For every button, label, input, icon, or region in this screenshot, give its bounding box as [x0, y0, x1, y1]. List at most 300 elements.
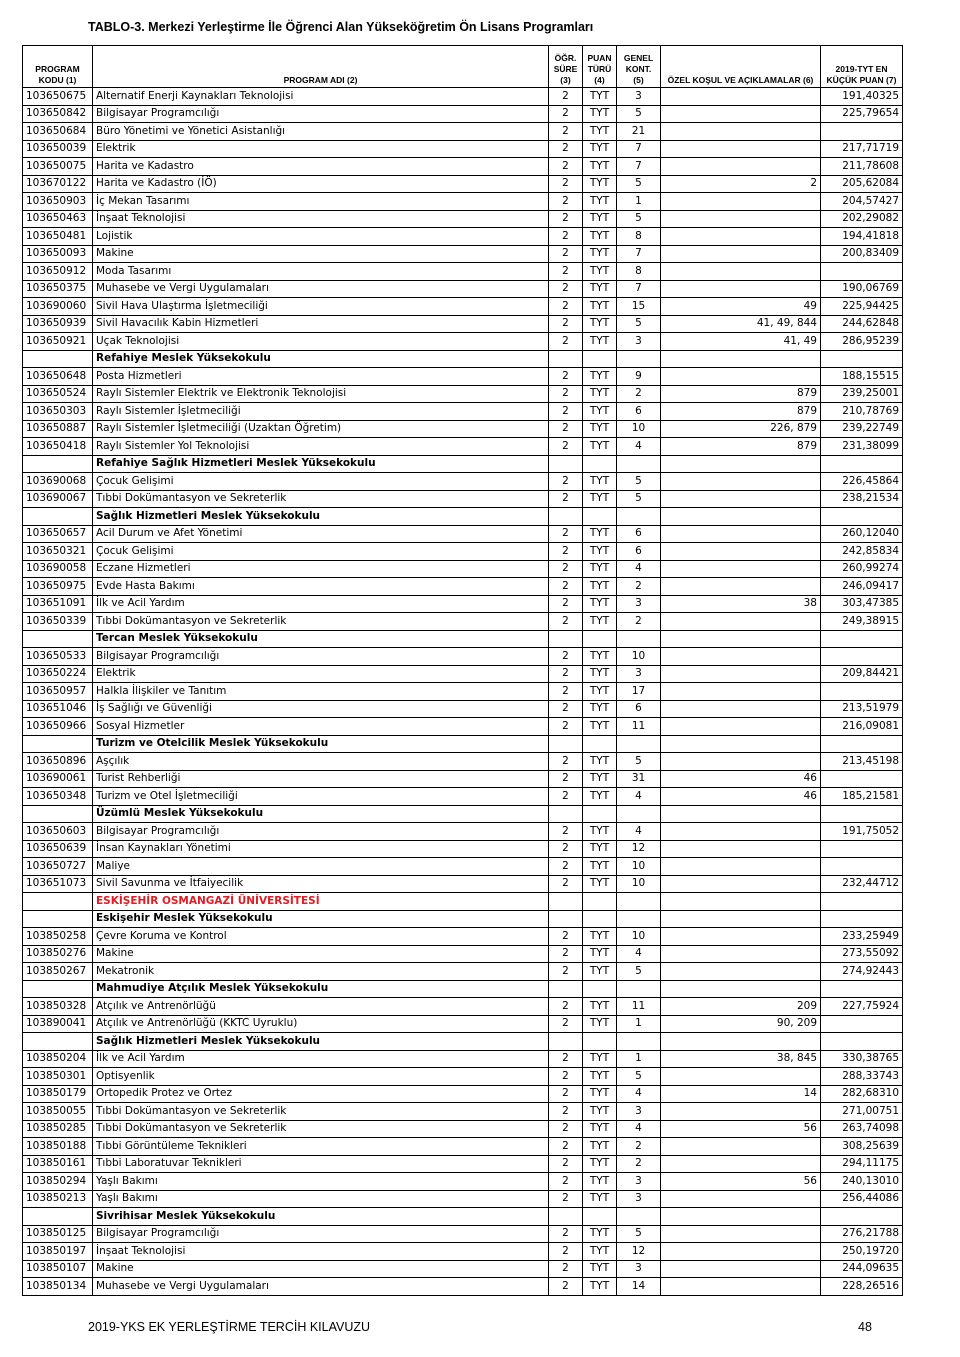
min-score-cell — [821, 840, 903, 858]
program-name-cell: Sivil Hava Ulaştırma İşletmeciliği — [93, 298, 549, 316]
notes-cell: 46 — [661, 788, 821, 806]
quota-cell: 9 — [617, 368, 661, 386]
table-row — [23, 88, 903, 106]
min-score-cell: 225,94425 — [821, 298, 903, 316]
program-code-cell: 103650675 — [23, 88, 93, 106]
notes-cell: 38 — [661, 595, 821, 613]
min-score-cell — [821, 648, 903, 666]
min-score-cell — [821, 630, 903, 648]
duration-cell: 2 — [549, 858, 583, 876]
program-code-cell: 103650957 — [23, 683, 93, 701]
program-code-cell: 103651073 — [23, 875, 93, 893]
duration-cell — [549, 455, 583, 473]
table-row — [23, 228, 903, 246]
table-row — [23, 193, 903, 211]
program-code-cell: 103650912 — [23, 263, 93, 281]
duration-cell — [549, 1033, 583, 1051]
duration-cell: 2 — [549, 1050, 583, 1068]
score-type-cell: TYT — [583, 683, 617, 701]
program-name-cell: Tıbbi Laboratuvar Teknikleri — [93, 1155, 549, 1173]
program-name-cell: Posta Hizmetleri — [93, 368, 549, 386]
program-name-cell: İnsan Kaynakları Yönetimi — [93, 840, 549, 858]
program-name-cell: Refahiye Meslek Yüksekokulu — [93, 350, 549, 368]
program-code-cell: 103650603 — [23, 823, 93, 841]
notes-cell — [661, 140, 821, 158]
quota-cell: 3 — [617, 88, 661, 106]
duration-cell: 2 — [549, 438, 583, 456]
quota-cell: 2 — [617, 578, 661, 596]
duration-cell: 2 — [549, 228, 583, 246]
score-type-cell — [583, 630, 617, 648]
program-name-cell: Sivil Havacılık Kabin Hizmetleri — [93, 315, 549, 333]
program-name-cell: Tıbbi Dokümantasyon ve Sekreterlik — [93, 1120, 549, 1138]
program-code-cell: 103650039 — [23, 140, 93, 158]
notes-cell: 41, 49, 844 — [661, 315, 821, 333]
score-type-cell: TYT — [583, 105, 617, 123]
program-code-cell: 103650939 — [23, 315, 93, 333]
table-row — [23, 1243, 903, 1261]
score-type-cell: TYT — [583, 718, 617, 736]
table-row — [23, 578, 903, 596]
duration-cell — [549, 350, 583, 368]
quota-cell: 4 — [617, 438, 661, 456]
table-row — [23, 105, 903, 123]
min-score-cell — [821, 123, 903, 141]
min-score-cell — [821, 858, 903, 876]
quota-cell: 11 — [617, 998, 661, 1016]
program-name-cell: Halkla İlişkiler ve Tanıtım — [93, 683, 549, 701]
program-name-cell: Çevre Koruma ve Kontrol — [93, 928, 549, 946]
quota-cell: 6 — [617, 543, 661, 561]
quota-cell — [617, 805, 661, 823]
notes-cell — [661, 928, 821, 946]
duration-cell: 2 — [549, 1120, 583, 1138]
program-code-cell: 103690061 — [23, 770, 93, 788]
notes-cell — [661, 1208, 821, 1226]
duration-cell: 2 — [549, 193, 583, 211]
quota-cell — [617, 1033, 661, 1051]
notes-cell — [661, 228, 821, 246]
notes-cell — [661, 648, 821, 666]
quota-cell: 2 — [617, 613, 661, 631]
score-type-cell — [583, 805, 617, 823]
program-name-cell: Uçak Teknolojisi — [93, 333, 549, 351]
program-code-cell: 103650657 — [23, 525, 93, 543]
school-heading-row — [23, 1208, 903, 1226]
min-score-cell: 205,62084 — [821, 175, 903, 193]
notes-cell — [661, 665, 821, 683]
duration-cell — [549, 980, 583, 998]
duration-cell: 2 — [549, 1138, 583, 1156]
quota-cell: 11 — [617, 718, 661, 736]
table-row — [23, 595, 903, 613]
program-name-cell: İlk ve Acil Yardım — [93, 595, 549, 613]
notes-cell — [661, 525, 821, 543]
min-score-cell: 273,55092 — [821, 945, 903, 963]
program-name-cell: Maliye — [93, 858, 549, 876]
score-type-cell: TYT — [583, 490, 617, 508]
duration-cell: 2 — [549, 1155, 583, 1173]
quota-cell: 7 — [617, 158, 661, 176]
program-code-cell: 103650903 — [23, 193, 93, 211]
program-name-cell: Bilgisayar Programcılığı — [93, 823, 549, 841]
notes-cell — [661, 158, 821, 176]
table-row — [23, 998, 903, 1016]
program-name-cell: Muhasebe ve Vergi Uygulamaları — [93, 1278, 549, 1296]
duration-cell: 2 — [549, 1173, 583, 1191]
duration-cell: 2 — [549, 1015, 583, 1033]
score-type-cell: TYT — [583, 840, 617, 858]
quota-cell: 6 — [617, 525, 661, 543]
min-score-cell — [821, 1015, 903, 1033]
notes-cell — [661, 455, 821, 473]
score-type-cell: TYT — [583, 228, 617, 246]
quota-cell: 3 — [617, 1103, 661, 1121]
quota-cell: 12 — [617, 840, 661, 858]
duration-cell: 2 — [549, 315, 583, 333]
program-code-cell: 103650481 — [23, 228, 93, 246]
notes-cell — [661, 823, 821, 841]
duration-cell: 2 — [549, 875, 583, 893]
table-row — [23, 333, 903, 351]
min-score-cell: 260,12040 — [821, 525, 903, 543]
table-row — [23, 700, 903, 718]
program-name-cell: Tercan Meslek Yüksekokulu — [93, 630, 549, 648]
duration-cell: 2 — [549, 1068, 583, 1086]
quota-cell — [617, 630, 661, 648]
duration-cell: 2 — [549, 945, 583, 963]
program-name-cell: Çocuk Gelişimi — [93, 473, 549, 491]
programs-table — [22, 45, 903, 1296]
min-score-cell: 260,99274 — [821, 560, 903, 578]
quota-cell: 6 — [617, 700, 661, 718]
program-name-cell: Makine — [93, 945, 549, 963]
program-code-cell: 103650684 — [23, 123, 93, 141]
notes-cell: 226, 879 — [661, 420, 821, 438]
duration-cell: 2 — [549, 525, 583, 543]
quota-cell: 10 — [617, 928, 661, 946]
table-row — [23, 525, 903, 543]
score-type-cell: TYT — [583, 333, 617, 351]
min-score-cell — [821, 508, 903, 526]
min-score-cell: 238,21534 — [821, 490, 903, 508]
school-heading-row — [23, 805, 903, 823]
quota-cell: 12 — [617, 1243, 661, 1261]
program-code-cell: 103650966 — [23, 718, 93, 736]
program-code-cell — [23, 893, 93, 911]
duration-cell: 2 — [549, 368, 583, 386]
min-score-cell: 242,85834 — [821, 543, 903, 561]
min-score-cell: 227,75924 — [821, 998, 903, 1016]
duration-cell: 2 — [549, 1243, 583, 1261]
duration-cell: 2 — [549, 998, 583, 1016]
table-row — [23, 928, 903, 946]
notes-cell — [661, 490, 821, 508]
score-type-cell: TYT — [583, 385, 617, 403]
quota-cell: 6 — [617, 403, 661, 421]
duration-cell: 2 — [549, 298, 583, 316]
program-code-cell: 103690067 — [23, 490, 93, 508]
header-quota: GENEL KONT. (5) — [617, 46, 661, 88]
notes-cell — [661, 875, 821, 893]
table-row — [23, 1085, 903, 1103]
notes-cell — [661, 910, 821, 928]
duration-cell — [549, 508, 583, 526]
duration-cell: 2 — [549, 648, 583, 666]
header-program-code: PROGRAM KODU (1) — [23, 46, 93, 88]
table-row — [23, 1260, 903, 1278]
program-name-cell: Tıbbi Görüntüleme Teknikleri — [93, 1138, 549, 1156]
duration-cell: 2 — [549, 1278, 583, 1296]
min-score-cell: 191,40325 — [821, 88, 903, 106]
min-score-cell: 240,13010 — [821, 1173, 903, 1191]
min-score-cell: 286,95239 — [821, 333, 903, 351]
min-score-cell: 226,45864 — [821, 473, 903, 491]
quota-cell: 5 — [617, 490, 661, 508]
table-row — [23, 1068, 903, 1086]
program-name-cell: İç Mekan Tasarımı — [93, 193, 549, 211]
duration-cell: 2 — [549, 245, 583, 263]
score-type-cell: TYT — [583, 1278, 617, 1296]
score-type-cell — [583, 1208, 617, 1226]
school-heading-row — [23, 630, 903, 648]
min-score-cell: 263,74098 — [821, 1120, 903, 1138]
program-code-cell — [23, 735, 93, 753]
duration-cell: 2 — [549, 718, 583, 736]
notes-cell: 90, 209 — [661, 1015, 821, 1033]
program-name-cell: Harita ve Kadastro (İÖ) — [93, 175, 549, 193]
program-name-cell: Çocuk Gelişimi — [93, 543, 549, 561]
notes-cell — [661, 753, 821, 771]
quota-cell: 10 — [617, 648, 661, 666]
table-row — [23, 175, 903, 193]
duration-cell — [549, 805, 583, 823]
min-score-cell — [821, 350, 903, 368]
quota-cell: 3 — [617, 665, 661, 683]
table-row — [23, 1120, 903, 1138]
table-row — [23, 718, 903, 736]
program-code-cell: 103650524 — [23, 385, 93, 403]
min-score-cell: 210,78769 — [821, 403, 903, 421]
program-name-cell: Bilgisayar Programcılığı — [93, 1225, 549, 1243]
quota-cell — [617, 455, 661, 473]
score-type-cell: TYT — [583, 298, 617, 316]
table-header-row — [23, 46, 903, 88]
min-score-cell: 239,25001 — [821, 385, 903, 403]
score-type-cell: TYT — [583, 613, 617, 631]
program-name-cell: Sivil Savunma ve İtfaiyecilik — [93, 875, 549, 893]
quota-cell: 8 — [617, 263, 661, 281]
header-duration: ÖĞR. SÜRE (3) — [549, 46, 583, 88]
duration-cell — [549, 893, 583, 911]
score-type-cell: TYT — [583, 193, 617, 211]
quota-cell — [617, 980, 661, 998]
quota-cell: 1 — [617, 1050, 661, 1068]
min-score-cell: 231,38099 — [821, 438, 903, 456]
program-name-cell: Muhasebe ve Vergi Uygulamaları — [93, 280, 549, 298]
program-name-cell: Sağlık Hizmetleri Meslek Yüksekokulu — [93, 1033, 549, 1051]
program-name-cell: Elektrik — [93, 665, 549, 683]
score-type-cell: TYT — [583, 315, 617, 333]
program-code-cell: 103690060 — [23, 298, 93, 316]
table-row — [23, 858, 903, 876]
table-row — [23, 263, 903, 281]
program-name-cell: Makine — [93, 1260, 549, 1278]
score-type-cell: TYT — [583, 210, 617, 228]
program-code-cell: 103850285 — [23, 1120, 93, 1138]
program-code-cell: 103650533 — [23, 648, 93, 666]
duration-cell: 2 — [549, 753, 583, 771]
table-row — [23, 140, 903, 158]
program-code-cell — [23, 980, 93, 998]
program-name-cell: Raylı Sistemler İşletmeciliği — [93, 403, 549, 421]
program-code-cell: 103650321 — [23, 543, 93, 561]
program-name-cell: Acil Durum ve Afet Yönetimi — [93, 525, 549, 543]
school-heading-row — [23, 1033, 903, 1051]
notes-cell — [661, 105, 821, 123]
score-type-cell: TYT — [583, 1120, 617, 1138]
notes-cell — [661, 350, 821, 368]
table-row — [23, 613, 903, 631]
quota-cell: 2 — [617, 385, 661, 403]
quota-cell: 7 — [617, 280, 661, 298]
min-score-cell: 204,57427 — [821, 193, 903, 211]
table-row — [23, 245, 903, 263]
min-score-cell: 244,62848 — [821, 315, 903, 333]
program-code-cell: 103850107 — [23, 1260, 93, 1278]
min-score-cell: 271,00751 — [821, 1103, 903, 1121]
min-score-cell — [821, 980, 903, 998]
notes-cell — [661, 1155, 821, 1173]
notes-cell — [661, 193, 821, 211]
program-code-cell: 103650348 — [23, 788, 93, 806]
table-row — [23, 1225, 903, 1243]
program-code-cell — [23, 910, 93, 928]
quota-cell: 5 — [617, 105, 661, 123]
duration-cell: 2 — [549, 840, 583, 858]
notes-cell: 879 — [661, 438, 821, 456]
notes-cell: 56 — [661, 1120, 821, 1138]
min-score-cell: 228,26516 — [821, 1278, 903, 1296]
table-row — [23, 770, 903, 788]
min-score-cell: 211,78608 — [821, 158, 903, 176]
duration-cell: 2 — [549, 788, 583, 806]
quota-cell: 3 — [617, 595, 661, 613]
duration-cell: 2 — [549, 403, 583, 421]
score-type-cell: TYT — [583, 123, 617, 141]
score-type-cell: TYT — [583, 543, 617, 561]
program-code-cell: 103850197 — [23, 1243, 93, 1261]
notes-cell — [661, 123, 821, 141]
notes-cell — [661, 683, 821, 701]
score-type-cell — [583, 508, 617, 526]
program-code-cell: 103850276 — [23, 945, 93, 963]
min-score-cell: 276,21788 — [821, 1225, 903, 1243]
program-name-cell: Raylı Sistemler Elektrik ve Elektronik Teknolojisi — [93, 385, 549, 403]
quota-cell: 5 — [617, 1225, 661, 1243]
min-score-cell: 256,44086 — [821, 1190, 903, 1208]
table-row — [23, 753, 903, 771]
score-type-cell: TYT — [583, 525, 617, 543]
notes-cell: 209 — [661, 998, 821, 1016]
score-type-cell: TYT — [583, 263, 617, 281]
min-score-cell: 239,22749 — [821, 420, 903, 438]
notes-cell — [661, 508, 821, 526]
school-heading-row — [23, 455, 903, 473]
table-row — [23, 1138, 903, 1156]
duration-cell: 2 — [549, 140, 583, 158]
quota-cell: 4 — [617, 1120, 661, 1138]
quota-cell: 2 — [617, 1138, 661, 1156]
table-row — [23, 368, 903, 386]
notes-cell — [661, 210, 821, 228]
table-row — [23, 945, 903, 963]
notes-cell — [661, 245, 821, 263]
program-code-cell: 103650375 — [23, 280, 93, 298]
min-score-cell — [821, 455, 903, 473]
duration-cell: 2 — [549, 1190, 583, 1208]
score-type-cell: TYT — [583, 245, 617, 263]
min-score-cell: 185,21581 — [821, 788, 903, 806]
min-score-cell: 213,51979 — [821, 700, 903, 718]
score-type-cell: TYT — [583, 1138, 617, 1156]
table-row — [23, 298, 903, 316]
program-name-cell: Üzümlü Meslek Yüksekokulu — [93, 805, 549, 823]
notes-cell: 49 — [661, 298, 821, 316]
table-row — [23, 280, 903, 298]
duration-cell: 2 — [549, 473, 583, 491]
notes-cell: 14 — [661, 1085, 821, 1103]
quota-cell: 5 — [617, 473, 661, 491]
program-name-cell: Atçılık ve Antrenörlüğü (KKTC Uyruklu) — [93, 1015, 549, 1033]
duration-cell: 2 — [549, 1260, 583, 1278]
score-type-cell: TYT — [583, 770, 617, 788]
notes-cell — [661, 473, 821, 491]
min-score-cell: 202,29082 — [821, 210, 903, 228]
quota-cell: 5 — [617, 315, 661, 333]
score-type-cell: TYT — [583, 928, 617, 946]
program-name-cell: Tıbbi Dokümantasyon ve Sekreterlik — [93, 613, 549, 631]
footer-guide-title: 2019-YKS EK YERLEŞTİRME TERCİH KILAVUZU — [88, 1320, 371, 1334]
notes-cell: 879 — [661, 385, 821, 403]
table-row — [23, 665, 903, 683]
quota-cell: 21 — [617, 123, 661, 141]
program-name-cell: Eczane Hizmetleri — [93, 560, 549, 578]
program-name-cell: Bilgisayar Programcılığı — [93, 105, 549, 123]
program-name-cell: Optisyenlik — [93, 1068, 549, 1086]
quota-cell: 2 — [617, 1155, 661, 1173]
score-type-cell: TYT — [583, 140, 617, 158]
min-score-cell: 282,68310 — [821, 1085, 903, 1103]
duration-cell: 2 — [549, 543, 583, 561]
notes-cell — [661, 368, 821, 386]
duration-cell — [549, 910, 583, 928]
quota-cell: 10 — [617, 858, 661, 876]
program-code-cell: 103850204 — [23, 1050, 93, 1068]
program-code-cell — [23, 805, 93, 823]
duration-cell: 2 — [549, 333, 583, 351]
score-type-cell — [583, 893, 617, 911]
program-code-cell: 103850188 — [23, 1138, 93, 1156]
program-name-cell: Aşçılık — [93, 753, 549, 771]
program-name-cell: Atçılık ve Antrenörlüğü — [93, 998, 549, 1016]
quota-cell: 4 — [617, 945, 661, 963]
table-row — [23, 473, 903, 491]
quota-cell — [617, 508, 661, 526]
notes-cell — [661, 613, 821, 631]
score-type-cell: TYT — [583, 945, 617, 963]
notes-cell — [661, 980, 821, 998]
